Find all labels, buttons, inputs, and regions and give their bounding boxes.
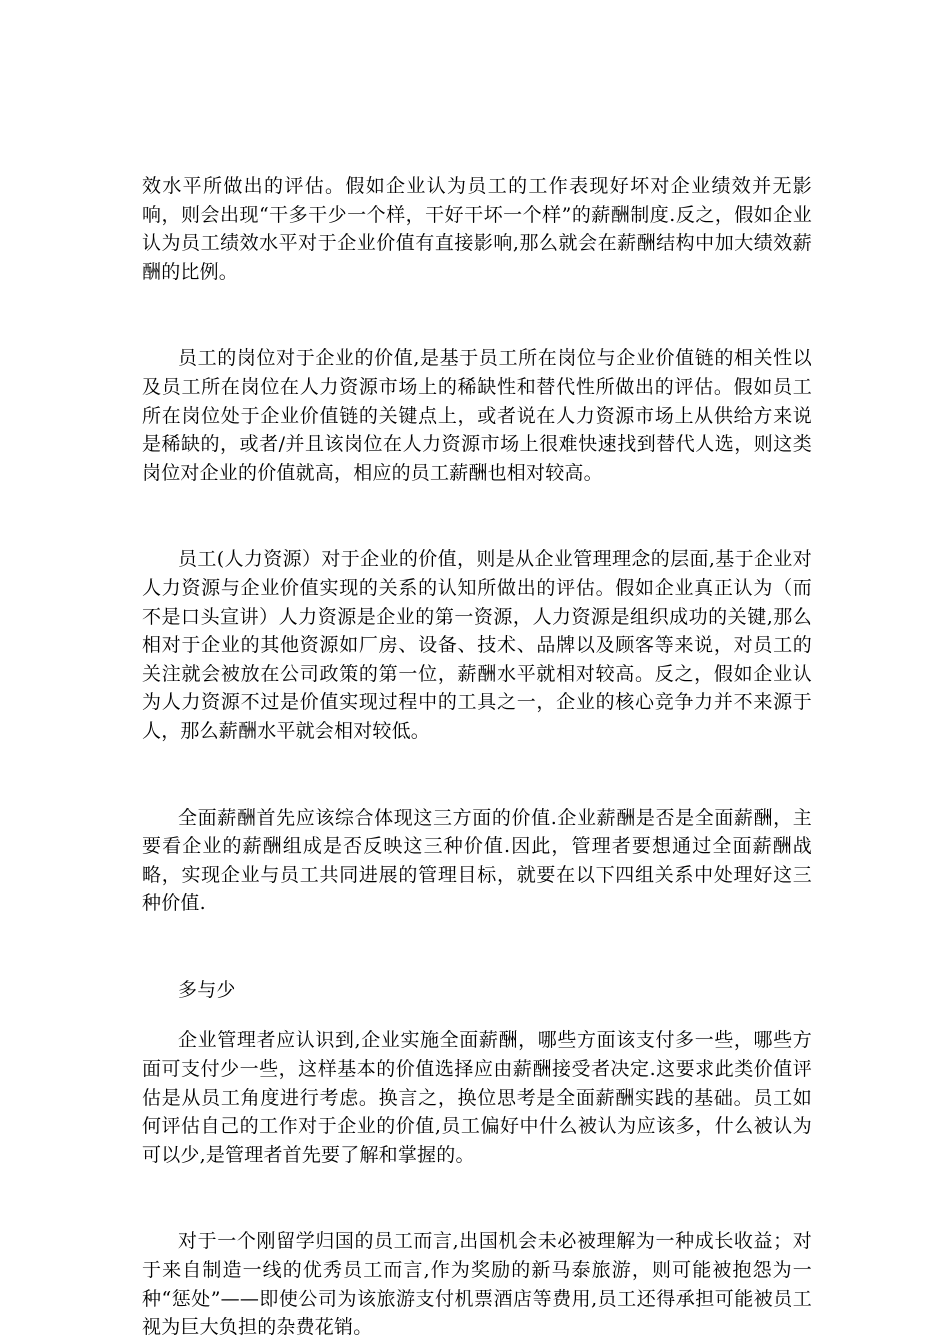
paragraph-performance-value: 效水平所做出的评估。假如企业认为员工的工作表现好坏对企业绩效并无影响，则会出现“干多干少一个样，干好干坏一个样”的薪酬制度.反之，假如企业认为员工绩效水平对于企业价值有直接影响,那么就会在薪酬结构中加大绩效薪酬的比例。 [142, 175, 812, 283]
paragraph-total-compensation: 全面薪酬首先应该综合体现这三方面的价值.企业薪酬是否是全面薪酬，主要看企业的薪酬组成是否反映这三种价值.因此，管理者要想通过全面薪酬战略，实现企业与员工共同进展的管理目标，就要在以下四组关系中处理好这三种价值. [142, 806, 812, 915]
document-body [142, 172, 812, 1342]
section-heading-more-or-less: 多与少 [178, 978, 236, 1001]
paragraph-position-value: 员工的岗位对于企业的价值,是基于员工所在岗位与企业价值链的相关性以及员工所在岗位在人力资源市场上的稀缺性和替代性所做出的评估。假如员工所在岗位处于企业价值链的关键点上，或者说在人力资源市场上从供给方来说是稀缺的，或者/并且该岗位在人力资源市场上很难快速找到替代人选，则这类岗位对企业的价值就高，相应的员工薪酬也相对较高。 [142, 347, 812, 484]
paragraph-employee-value: 员工(人力资源）对于企业的价值，则是从企业管理理念的层面,基于企业对人力资源与企业价值实现的关系的认知所做出的评估。假如企业真正认为（而不是口头宣讲）人力资源是企业的第一资源，人力资源是组织成功的关键,那么相对于企业的其他资源如厂房、设备、技术、品牌以及顾客等来说，对员工的关注就会被放在公司政策的第一位，薪酬水平就相对较高。反之，假如企业认为人力资源不过是价值实现过程中的工具之一，企业的核心竞争力并不来源于人，那么薪酬水平就会相对较低。 [142, 548, 812, 742]
paragraph-employee-example: 对于一个刚留学归国的员工而言,出国机会未必被理解为一种成长收益；对于来自制造一线的优秀员工而言,作为奖励的新马泰旅游，则可能被抱怨为一种“惩处”——即使公司为该旅游支付机票酒店等费用,员工还得承担可能被员工视为巨大负担的杂费花销。 [142, 1230, 812, 1339]
paragraph-manager-awareness: 企业管理者应认识到,企业实施全面薪酬，哪些方面该支付多一些，哪些方面可支付少一些，这样基本的价值选择应由薪酬接受者决定.这要求此类价值评估是从员工角度进行考虑。换言之，换位思考是全面薪酬实践的基础。员工如何评估自己的工作对于企业的价值,员工偏好中什么被认为应该多，什么被认为可以少,是管理者首先要了解和掌握的。 [142, 1029, 812, 1166]
